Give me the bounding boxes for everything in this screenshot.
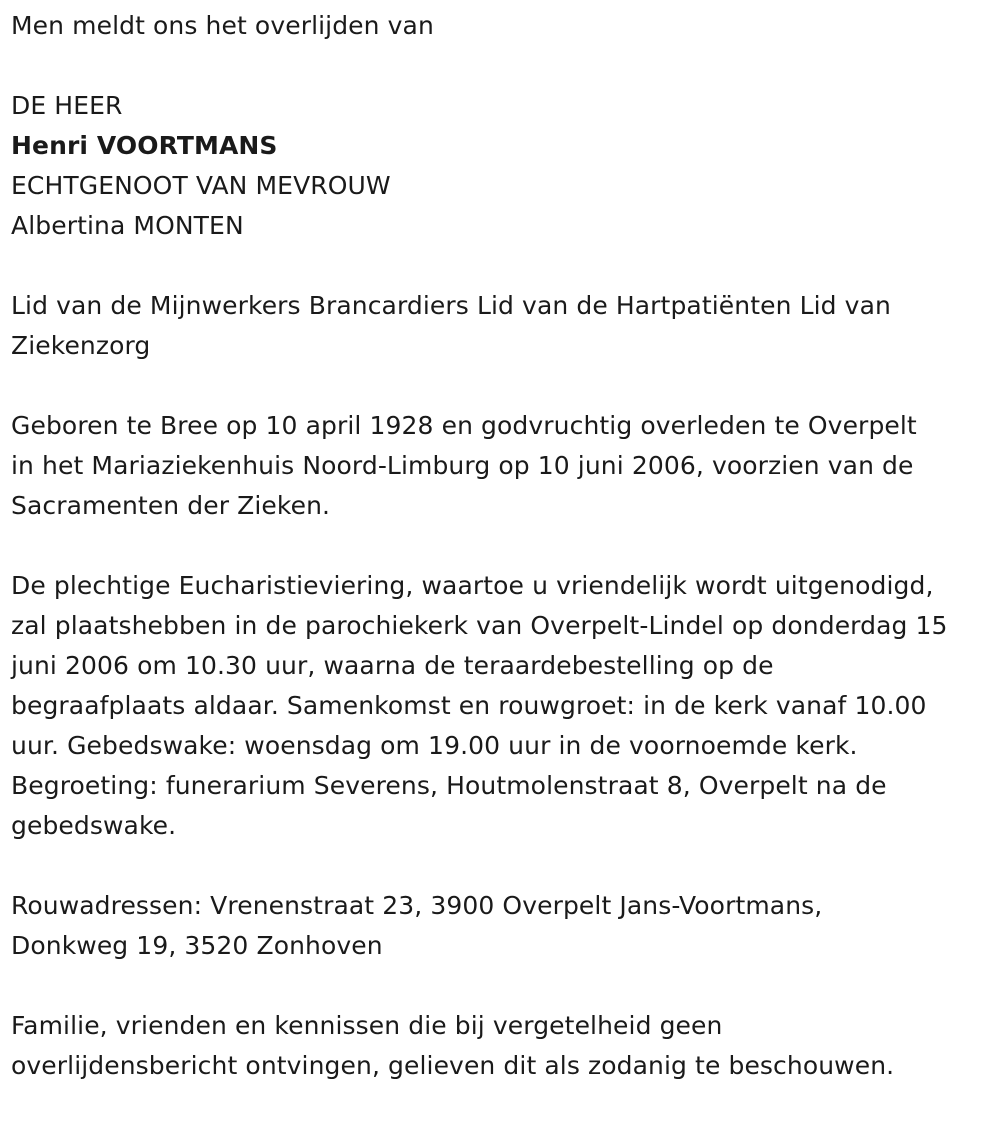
- spacer: [11, 966, 996, 1006]
- mourning-addresses-paragraph: [11, 886, 996, 966]
- ceremony-line: gebedswake.: [11, 811, 177, 840]
- spacer: [11, 46, 996, 86]
- ceremony-line: De plechtige Eucharistieviering, waartoe u vriendelijk wordt uitgenodigd,: [11, 571, 934, 600]
- birth-death-line: Sacramenten der Zieken.: [11, 491, 331, 520]
- title-prefix: DE HEER: [11, 91, 123, 120]
- closing-line: overlijdensbericht ontvingen, gelieven dit als zodanig te beschouwen.: [11, 1051, 895, 1080]
- deceased-name: Henri VOORTMANS: [11, 131, 278, 160]
- ceremony-paragraph: [11, 566, 996, 846]
- spouse-name: Albertina MONTEN: [11, 211, 244, 240]
- memberships-line: Lid van de Mijnwerkers Brancardiers Lid van de Hartpatiënten Lid van: [11, 291, 891, 320]
- ceremony-line: begraafplaats aldaar. Samenkomst en rouwgroet: in de kerk vanaf 10.00: [11, 691, 927, 720]
- birth-death-paragraph: [11, 406, 996, 526]
- spacer: [11, 526, 996, 566]
- ceremony-line: Begroeting: funerarium Severens, Houtmolenstraat 8, Overpelt na de: [11, 771, 887, 800]
- memberships-paragraph: [11, 286, 996, 366]
- closing-line: Familie, vrienden en kennissen die bij vergetelheid geen: [11, 1011, 723, 1040]
- ceremony-line: uur. Gebedswake: woensdag om 19.00 uur in de voornoemde kerk.: [11, 731, 858, 760]
- memberships-line: Ziekenzorg: [11, 331, 151, 360]
- birth-death-line: in het Mariaziekenhuis Noord-Limburg op 10 juni 2006, voorzien van de: [11, 451, 914, 480]
- address-line: Donkweg 19, 3520 Zonhoven: [11, 931, 383, 960]
- spacer: [11, 846, 996, 886]
- ceremony-line: zal plaatshebben in de parochiekerk van Overpelt-Lindel op donderdag 15: [11, 611, 948, 640]
- spouse-relation: ECHTGENOOT VAN MEVROUW: [11, 171, 391, 200]
- death-notice: [11, 6, 996, 1086]
- ceremony-line: juni 2006 om 10.30 uur, waarna de teraardebestelling op de: [11, 651, 774, 680]
- closing-paragraph: [11, 1006, 996, 1086]
- spacer: [11, 366, 996, 406]
- birth-death-line: Geboren te Bree op 10 april 1928 en godvruchtig overleden te Overpelt: [11, 411, 917, 440]
- intro-text: Men meldt ons het overlijden van: [11, 11, 434, 40]
- address-line: Rouwadressen: Vrenenstraat 23, 3900 Overpelt Jans-Voortmans,: [11, 891, 823, 920]
- spacer: [11, 246, 996, 286]
